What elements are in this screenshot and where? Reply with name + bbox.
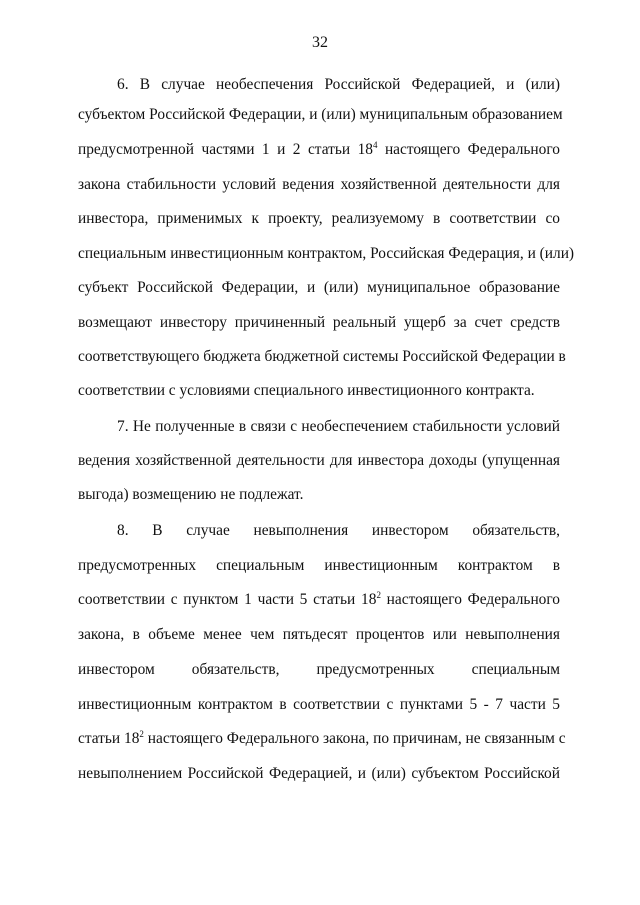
paragraph-6-line-10: соответствии с условиями специального инвестиционного контракта. <box>78 382 535 399</box>
paragraph-8-line-1: 8. В случае невыполнения инвестором обязательств, <box>117 522 560 539</box>
paragraph-8-line-2: предусмотренных специальным инвестиционным контрактом в <box>78 557 560 574</box>
paragraph-6-line-5: инвестора, применимых к проекту, реализуемому в соответствии со <box>78 210 560 227</box>
paragraph-6-line-7: субъект Российской Федерации, и (или) муниципальное образование <box>78 279 560 296</box>
superscript-number: 2 <box>139 728 144 739</box>
paragraph-8-line-7 <box>78 728 566 748</box>
paragraph-6-line-3-text: предусмотренной частями 1 и 2 статьи 18 <box>78 141 373 158</box>
paragraph-8-line-3-text: соответствии с пунктом 1 части 5 статьи 18 <box>78 591 377 608</box>
paragraph-8-line-4: закона, в объеме менее чем пятьдесят процентов или невыполнения <box>78 626 560 643</box>
paragraph-6-line-4: закона стабильности условий ведения хозяйственной деятельности для <box>78 176 560 193</box>
paragraph-7-line-1: 7. Не полученные в связи с необеспечением стабильности условий <box>117 418 560 435</box>
page-number: 32 <box>312 34 328 51</box>
paragraph-8-line-6: инвестиционным контрактом в соответствии с пунктами 5 - 7 части 5 <box>78 696 560 713</box>
paragraph-6-line-1: 6. В случае необеспечения Российской Федерацией, и (или) <box>117 76 560 93</box>
superscript-number: 4 <box>372 139 378 150</box>
paragraph-6-line-3 <box>78 141 560 159</box>
paragraph-6-line-8: возмещают инвестору причиненный реальный ущерб за счет средств <box>78 314 560 331</box>
paragraph-7-line-2: ведения хозяйственной деятельности для инвестора доходы (упущенная <box>78 452 560 469</box>
paragraph-6-line-2: субъектом Российской Федерации, и (или) муниципальным образованием <box>78 106 563 123</box>
paragraph-6-line-6: специальным инвестиционным контрактом, Российская Федерация, и (или) <box>78 245 575 262</box>
paragraph-8-line-7-text: статьи 18 <box>78 730 140 747</box>
paragraph-6-line-9: соответствующего бюджета бюджетной системы Российской Федерации в <box>78 348 566 365</box>
paragraph-8-line-3 <box>78 591 560 609</box>
paragraph-8-line-8: невыполнением Российской Федерацией, и (или) субъектом Российской <box>78 765 560 782</box>
paragraph-8-line-3-tail: настоящего Федерального <box>380 591 561 608</box>
paragraph-8-line-7-tail: настоящего Федерального закона, по причинам, не связанным с <box>143 730 566 747</box>
paragraph-8-line-5: инвестором обязательств, предусмотренных специальным <box>78 661 560 678</box>
superscript-number: 2 <box>376 589 381 600</box>
paragraph-6-line-3-tail: настоящего Федерального <box>377 141 560 158</box>
paragraph-7-line-3: выгода) возмещению не подлежат. <box>78 486 304 503</box>
